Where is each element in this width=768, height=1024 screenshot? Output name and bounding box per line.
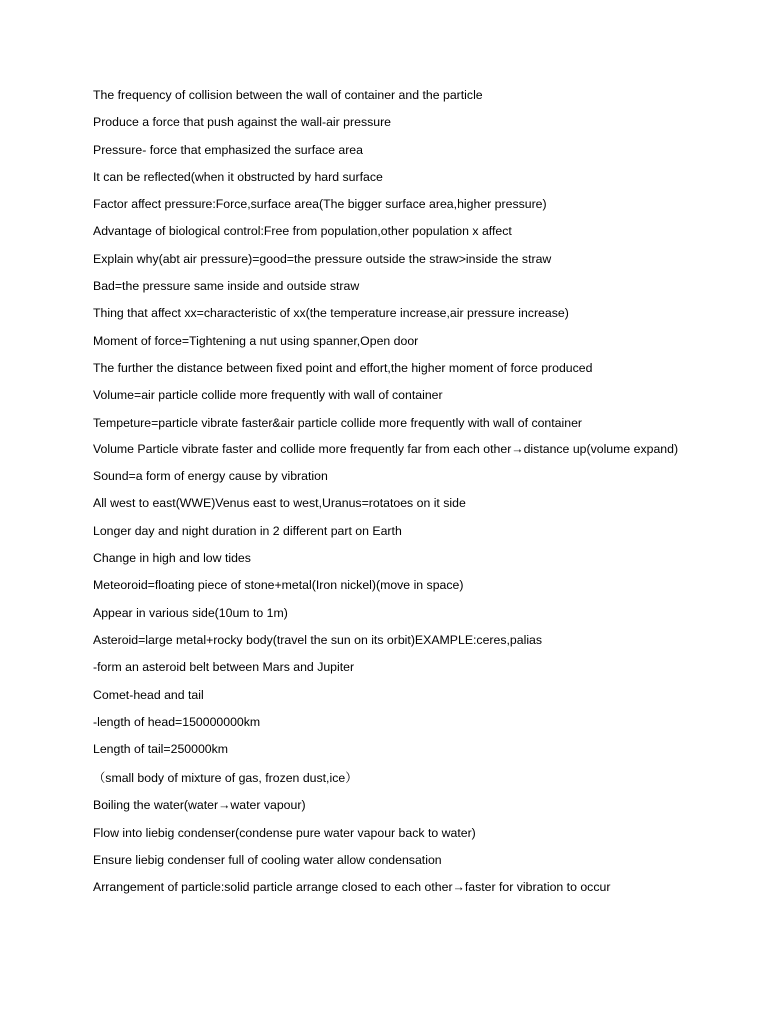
text-line-boiling-water: Boiling the water(water→water vapour) — [93, 798, 306, 813]
text-line-volume-collide: Volume=air particle collide more frequently with wall of container — [93, 388, 443, 403]
text-line-collision-frequency: The frequency of collision between the wall of container and the particle — [93, 88, 483, 102]
text-line-thing-affect: Thing that affect xx=characteristic of xx(the temperature increase,air pressure increase) — [93, 306, 569, 321]
text-line-biological-control: Advantage of biological control:Free from population,other population x affect — [93, 224, 512, 239]
text-line-tides: Change in high and low tides — [93, 551, 251, 566]
text-line-planet-rotation: All west to east(WWE)Venus east to west,Uranus=rotatoes on it side — [93, 496, 466, 511]
text-line-asteroid-belt: -form an asteroid belt between Mars and Jupiter — [93, 660, 355, 675]
text-line-meteoroid-size: Appear in various side(10um to 1m) — [93, 605, 288, 620]
text-line-sound: Sound=a form of energy cause by vibration — [93, 469, 328, 484]
text-line-comet: Comet-head and tail — [93, 687, 204, 702]
text-line-asteroid: Asteroid=large metal+rocky body(travel the sun on its orbit)EXAMPLE:ceres,palias — [93, 632, 543, 647]
text-line-particle-arrangement: Arrangement of particle:solid particle arrange closed to each other→faster for vibration to occur — [93, 880, 611, 895]
text-line-further-distance: The further the distance between fixed point and effort,the higher moment of force produced — [93, 360, 593, 375]
text-line-factor-pressure: Factor affect pressure:Force,surface area(The bigger surface area,higher pressure) — [93, 197, 547, 212]
document-body — [93, 86, 683, 896]
text-line-air-pressure-straw: Explain why(abt air pressure)=good=the pressure outside the straw>inside the straw — [93, 251, 552, 266]
text-line-comet-composition: （small body of mixture of gas, frozen dust,ice） — [93, 771, 358, 786]
text-line-day-night: Longer day and night duration in 2 different part on Earth — [93, 523, 402, 538]
text-line-meteoroid: Meteoroid=floating piece of stone+metal(Iron nickel)(move in space) — [93, 578, 464, 593]
text-line-volume-expand: Volume Particle vibrate faster and collide more frequently far from each other→distance up(volume expand) — [93, 441, 679, 456]
text-line-bad-pressure: Bad=the pressure same inside and outside straw — [93, 279, 360, 294]
text-line-comet-head: -length of head=150000000km — [93, 714, 261, 729]
text-line-liebig-flow: Flow into liebig condenser(condense pure water vapour back to water) — [93, 825, 476, 840]
text-line-force-push: Produce a force that push against the wall-air pressure — [93, 115, 392, 130]
text-line-liebig-cooling: Ensure liebig condenser full of cooling water allow condensation — [93, 853, 442, 868]
text-line-reflected: It can be reflected(when it obstructed by hard surface — [93, 169, 383, 184]
text-line-moment-of-force: Moment of force=Tightening a nut using spanner,Open door — [93, 333, 419, 348]
text-line-comet-tail: Length of tail=250000km — [93, 742, 229, 757]
text-line-temperature-vibrate: Tempeture=particle vibrate faster&air particle collide more frequently with wall of container — [93, 415, 583, 430]
text-line-pressure-definition: Pressure- force that emphasized the surface area — [93, 142, 363, 157]
